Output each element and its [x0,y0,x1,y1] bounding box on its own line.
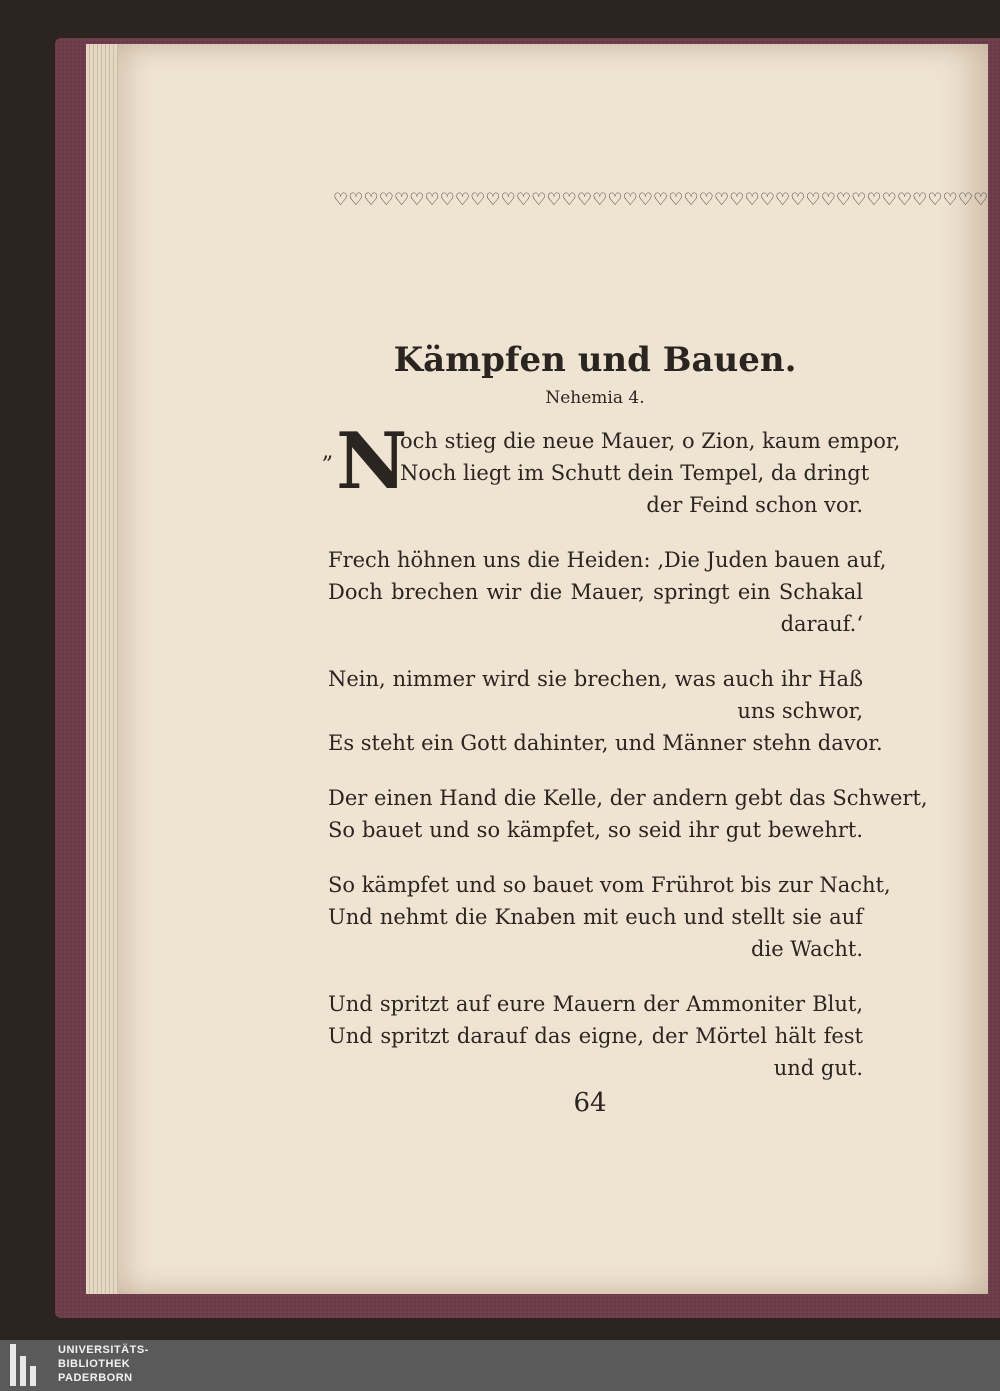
poem-line: darauf.‘ [780,612,863,636]
library-footer [0,1340,1000,1391]
poem-line: Und spritzt auf eure Mauern der Ammoniter Blut, [328,992,863,1016]
poem-line: Und nehmt die Knaben mit euch und stellt sie auf [328,905,863,929]
poem-line: Und spritzt darauf das eigne, der Mörtel hält fest [328,1024,863,1048]
poem-title: Kämpfen und Bauen. [393,340,797,380]
drop-cap: N [336,416,408,507]
poem-line: Nein, nimmer wird sie brechen, was auch ihr Haß [328,667,863,691]
poem-line: och stieg die neue Mauer, o Zion, kaum empor, [400,429,901,453]
stanza-2 [328,544,887,640]
library-name-line: UNIVERSITÄTS- [58,1344,149,1356]
page-number: 64 [573,1088,607,1118]
library-name-line: BIBLIOTHEK [58,1358,131,1370]
stanza-1 [328,425,901,521]
library-name-line: PADERBORN [58,1372,133,1384]
heart-ornament-border: ♡♡♡♡♡♡♡♡♡♡♡♡♡♡♡♡♡♡♡♡♡♡♡♡♡♡♡♡♡♡♡♡♡♡♡♡♡♡♡♡♡♡♡ [333,190,989,210]
poem-line: So kämpfet und so bauet vom Frührot bis zur Nacht, [328,873,891,897]
poem-line: der Feind schon vor. [646,493,863,517]
poem-line: Frech höhnen uns die Heiden: ‚Die Juden bauen auf, [328,548,887,572]
poem-line: uns schwor, [737,699,863,723]
poem-line: So bauet und so kämpfet, so seid ihr gut bewehrt. [328,818,863,842]
library-logo-icon [10,1344,36,1386]
poem-line: die Wacht. [751,937,863,961]
stanza-3 [328,663,883,759]
library-name [58,1343,149,1385]
stanza-5 [328,869,891,965]
stanza-4 [328,782,928,846]
opening-quote: „ [322,439,334,464]
poem-subtitle: Nehemia 4. [545,388,645,408]
poem-line: Der einen Hand die Kelle, der andern gebt das Schwert, [328,786,928,810]
stanza-6 [328,988,863,1084]
poem-line: und gut. [773,1056,863,1080]
poem-line: Es steht ein Gott dahinter, und Männer stehn davor. [328,731,883,755]
poem-line: Noch liegt im Schutt dein Tempel, da dringt [400,461,870,485]
poem-line: Doch brechen wir die Mauer, springt ein Schakal [328,580,863,604]
poem-body [322,416,928,1107]
